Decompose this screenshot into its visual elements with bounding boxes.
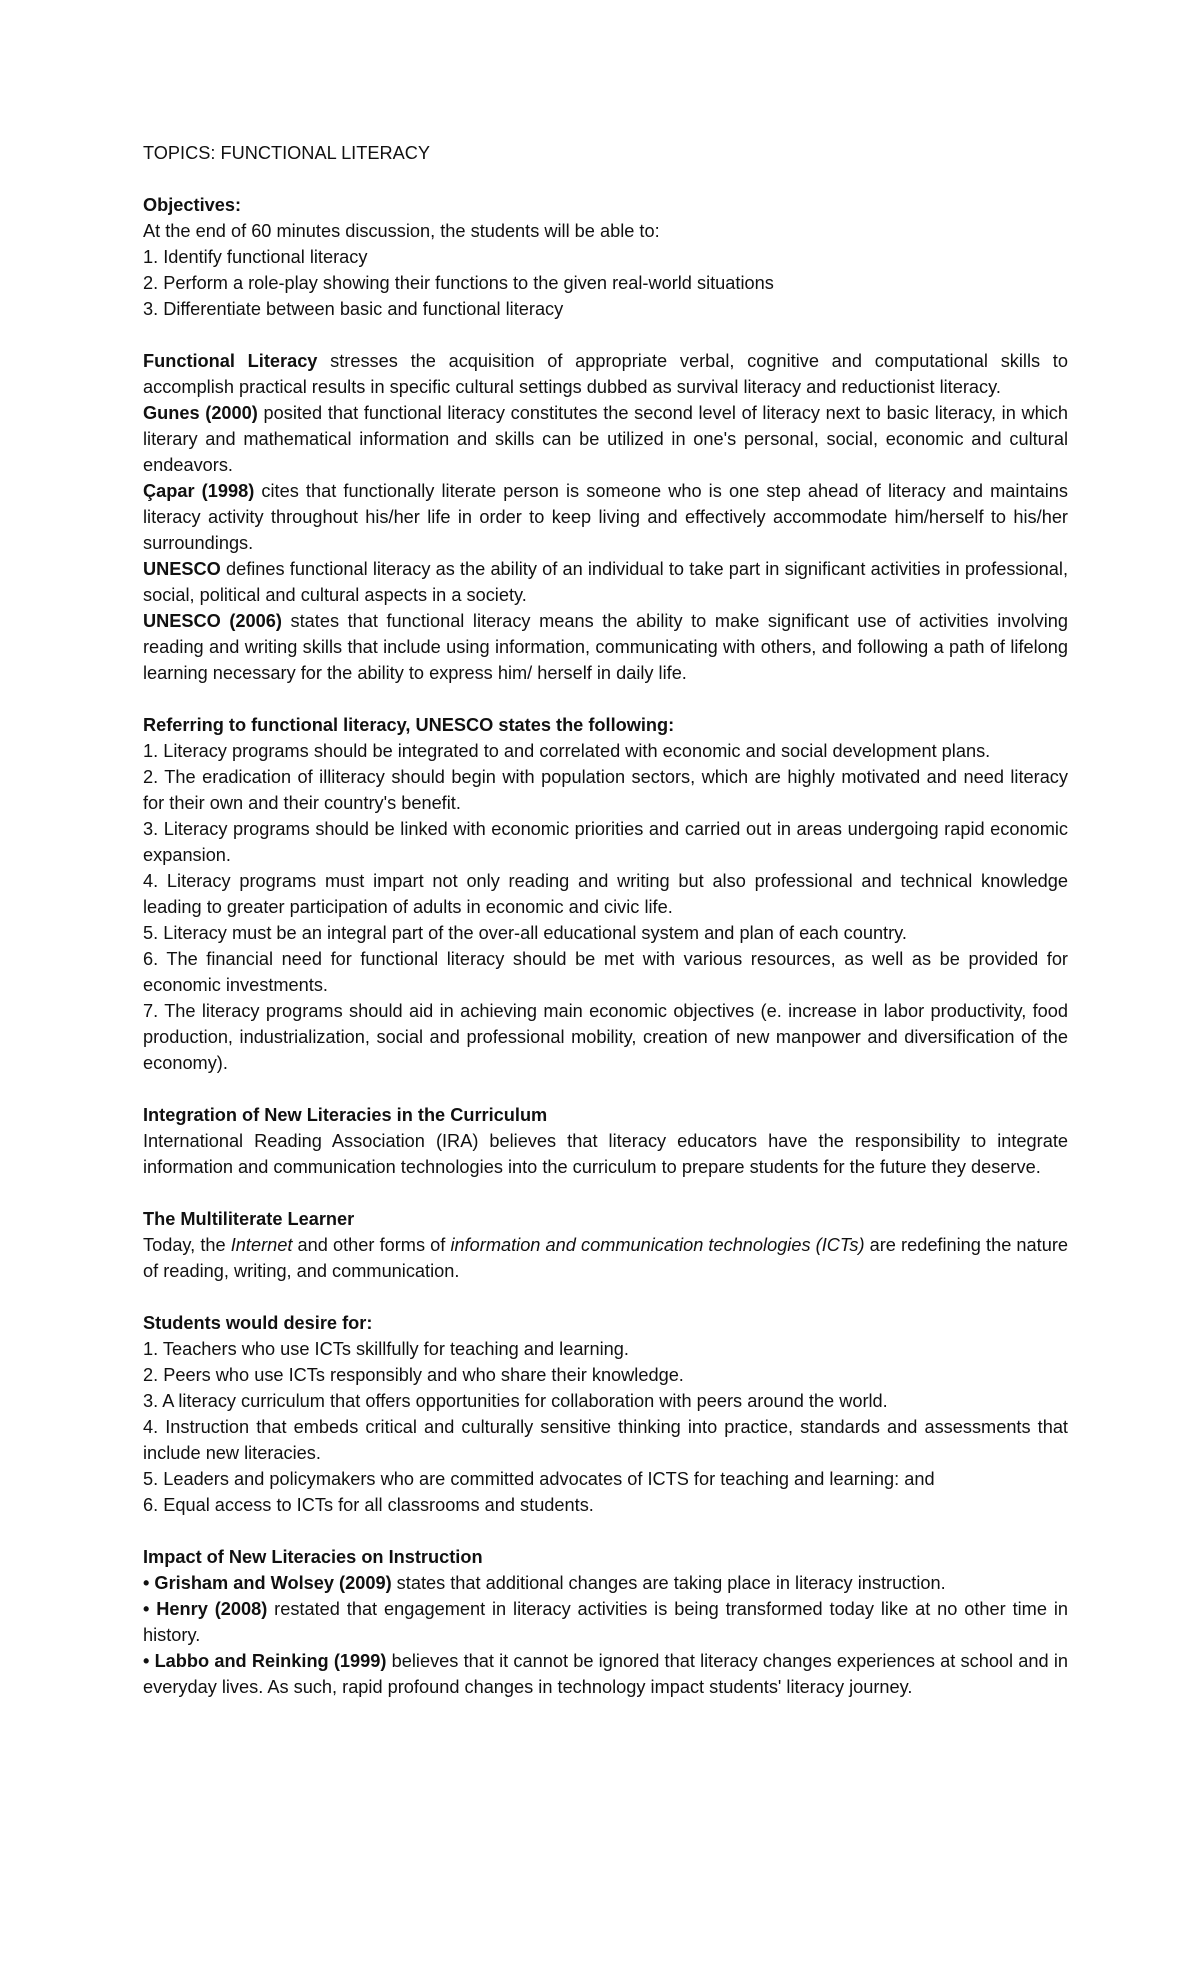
definition-term: Gunes (2000) [143,403,258,423]
integration-text: International Reading Association (IRA) believes that literacy educators have the responsibility to integrate information and communication technologies into the curriculum to prepare students for the future they deserve. [143,1131,1068,1177]
multiliterate-section [143,1206,1068,1284]
list-item: 1. Teachers who use ICTs skillfully for teaching and learning. [143,1339,629,1359]
spacer [143,1180,1068,1206]
impact-text: states that additional changes are taking place in literacy instruction. [391,1573,946,1593]
integration-section [143,1102,1068,1180]
impact-section [143,1544,1068,1700]
italic-term: information and communication technologies (ICTs) [450,1235,865,1255]
list-item: 5. Literacy must be an integral part of the over-all educational system and plan of each country. [143,923,907,943]
spacer [143,322,1068,348]
impact-term: • Grisham and Wolsey (2009) [143,1573,392,1593]
definition-text: stresses the acquisition of appropriate verbal, cognitive and computational skills to accomplish practical results in specific cultural settings dubbed as survival literacy and reductionist literacy. [143,351,1068,397]
impact-heading: Impact of New Literacies on Instruction [143,1547,483,1567]
impact-text: restated that engagement in literacy activities is being transformed today like at no other time in history. [143,1599,1068,1645]
text-run: Today, the [143,1235,231,1255]
definition-paragraph [143,608,1068,686]
list-item: 3. Differentiate between basic and functional literacy [143,299,564,319]
list-item: 4. Instruction that embeds critical and culturally sensitive thinking into practice, standards and assessments that include new literacies. [143,1417,1068,1463]
list-item: 6. The financial need for functional literacy should be met with various resources, as well as be provided for economic investments. [143,949,1068,995]
list-item: 4. Literacy programs must impart not only reading and writing but also professional and technical knowledge leading to greater participation of adults in economic and civic life. [143,871,1068,917]
definition-paragraph [143,348,1068,400]
unesco-list [143,738,1068,1076]
list-item: 1. Identify functional literacy [143,247,368,267]
definition-text: defines functional literacy as the ability of an individual to take part in significant activities in professional, social, political and cultural aspects in a society. [143,559,1068,605]
students-heading: Students would desire for: [143,1313,373,1333]
list-item: 6. Equal access to ICTs for all classrooms and students. [143,1495,594,1515]
list-item: 3. A literacy curriculum that offers opportunities for collaboration with peers around the world. [143,1391,888,1411]
spacer [143,1076,1068,1102]
definition-text: posited that functional literacy constitutes the second level of literacy next to basic literacy, in which literary and mathematical information and skills can be utilized in one's personal, social, economic and cultural endeavors. [143,403,1068,475]
objectives-intro: At the end of 60 minutes discussion, the students will be able to: [143,221,660,241]
unesco-section [143,712,1068,1076]
list-item: 2. Peers who use ICTs responsibly and who share their knowledge. [143,1365,684,1385]
definition-paragraph [143,478,1068,556]
impact-term: • Henry (2008) [143,1599,268,1619]
integration-heading: Integration of New Literacies in the Curriculum [143,1105,548,1125]
definition-text: cites that functionally literate person is someone who is one step ahead of literacy and maintains literacy activity throughout his/her life in order to keep living and effectively accommodate him/herself to his/her surroundings. [143,481,1068,553]
impact-text: believes that it cannot be ignored that literacy changes experiences at school and in everyday lives. As such, rapid profound changes in technology impact students' literacy journey. [143,1651,1068,1697]
impact-term: • Labbo and Reinking (1999) [143,1651,387,1671]
spacer [143,686,1068,712]
document-page [143,140,1068,1700]
definition-paragraph [143,400,1068,478]
list-item: 2. Perform a role-play showing their functions to the given real-world situations [143,273,774,293]
unesco-heading: Referring to functional literacy, UNESCO states the following: [143,715,675,735]
list-item: 3. Literacy programs should be linked with economic priorities and carried out in areas undergoing rapid economic expansion. [143,819,1068,865]
objectives-section [143,192,1068,322]
definition-paragraph [143,556,1068,608]
definition-term: Functional Literacy [143,351,318,371]
definition-term: Çapar (1998) [143,481,255,501]
impact-item [143,1596,1068,1648]
spacer [143,1518,1068,1544]
list-item: 7. The literacy programs should aid in achieving main economic objectives (e. increase in labor productivity, food production, industrialization, social and professional mobility, creation of new manpower and diversification of the economy). [143,1001,1068,1073]
definitions-section [143,348,1068,686]
objectives-heading: Objectives: [143,195,242,215]
text-run: and other forms of [292,1235,451,1255]
list-item: 5. Leaders and policymakers who are committed advocates of ICTS for teaching and learning: and [143,1469,935,1489]
list-item: 1. Literacy programs should be integrated to and correlated with economic and social development plans. [143,741,991,761]
impact-item [143,1648,1068,1700]
definition-term: UNESCO (2006) [143,611,282,631]
definition-term: UNESCO [143,559,221,579]
students-section [143,1310,1068,1518]
objectives-list [143,244,1068,322]
italic-term: Internet [230,1235,293,1255]
multiliterate-text [143,1232,1068,1284]
definition-text: states that functional literacy means the ability to make significant use of activities involving reading and writing skills that include using information, communicating with others, and following a path of lifelong learning necessary for the ability to express him/ herself in daily life. [143,611,1068,683]
multiliterate-heading: The Multiliterate Learner [143,1209,355,1229]
document-title: TOPICS: FUNCTIONAL LITERACY [143,143,431,163]
impact-item [143,1570,1068,1596]
students-list [143,1336,1068,1518]
spacer [143,1284,1068,1310]
text-run: are redefining the nature of reading, writing, and communication. [143,1235,1068,1281]
list-item: 2. The eradication of illiteracy should begin with population sectors, which are highly motivated and need literacy for their own and their country's benefit. [143,767,1068,813]
